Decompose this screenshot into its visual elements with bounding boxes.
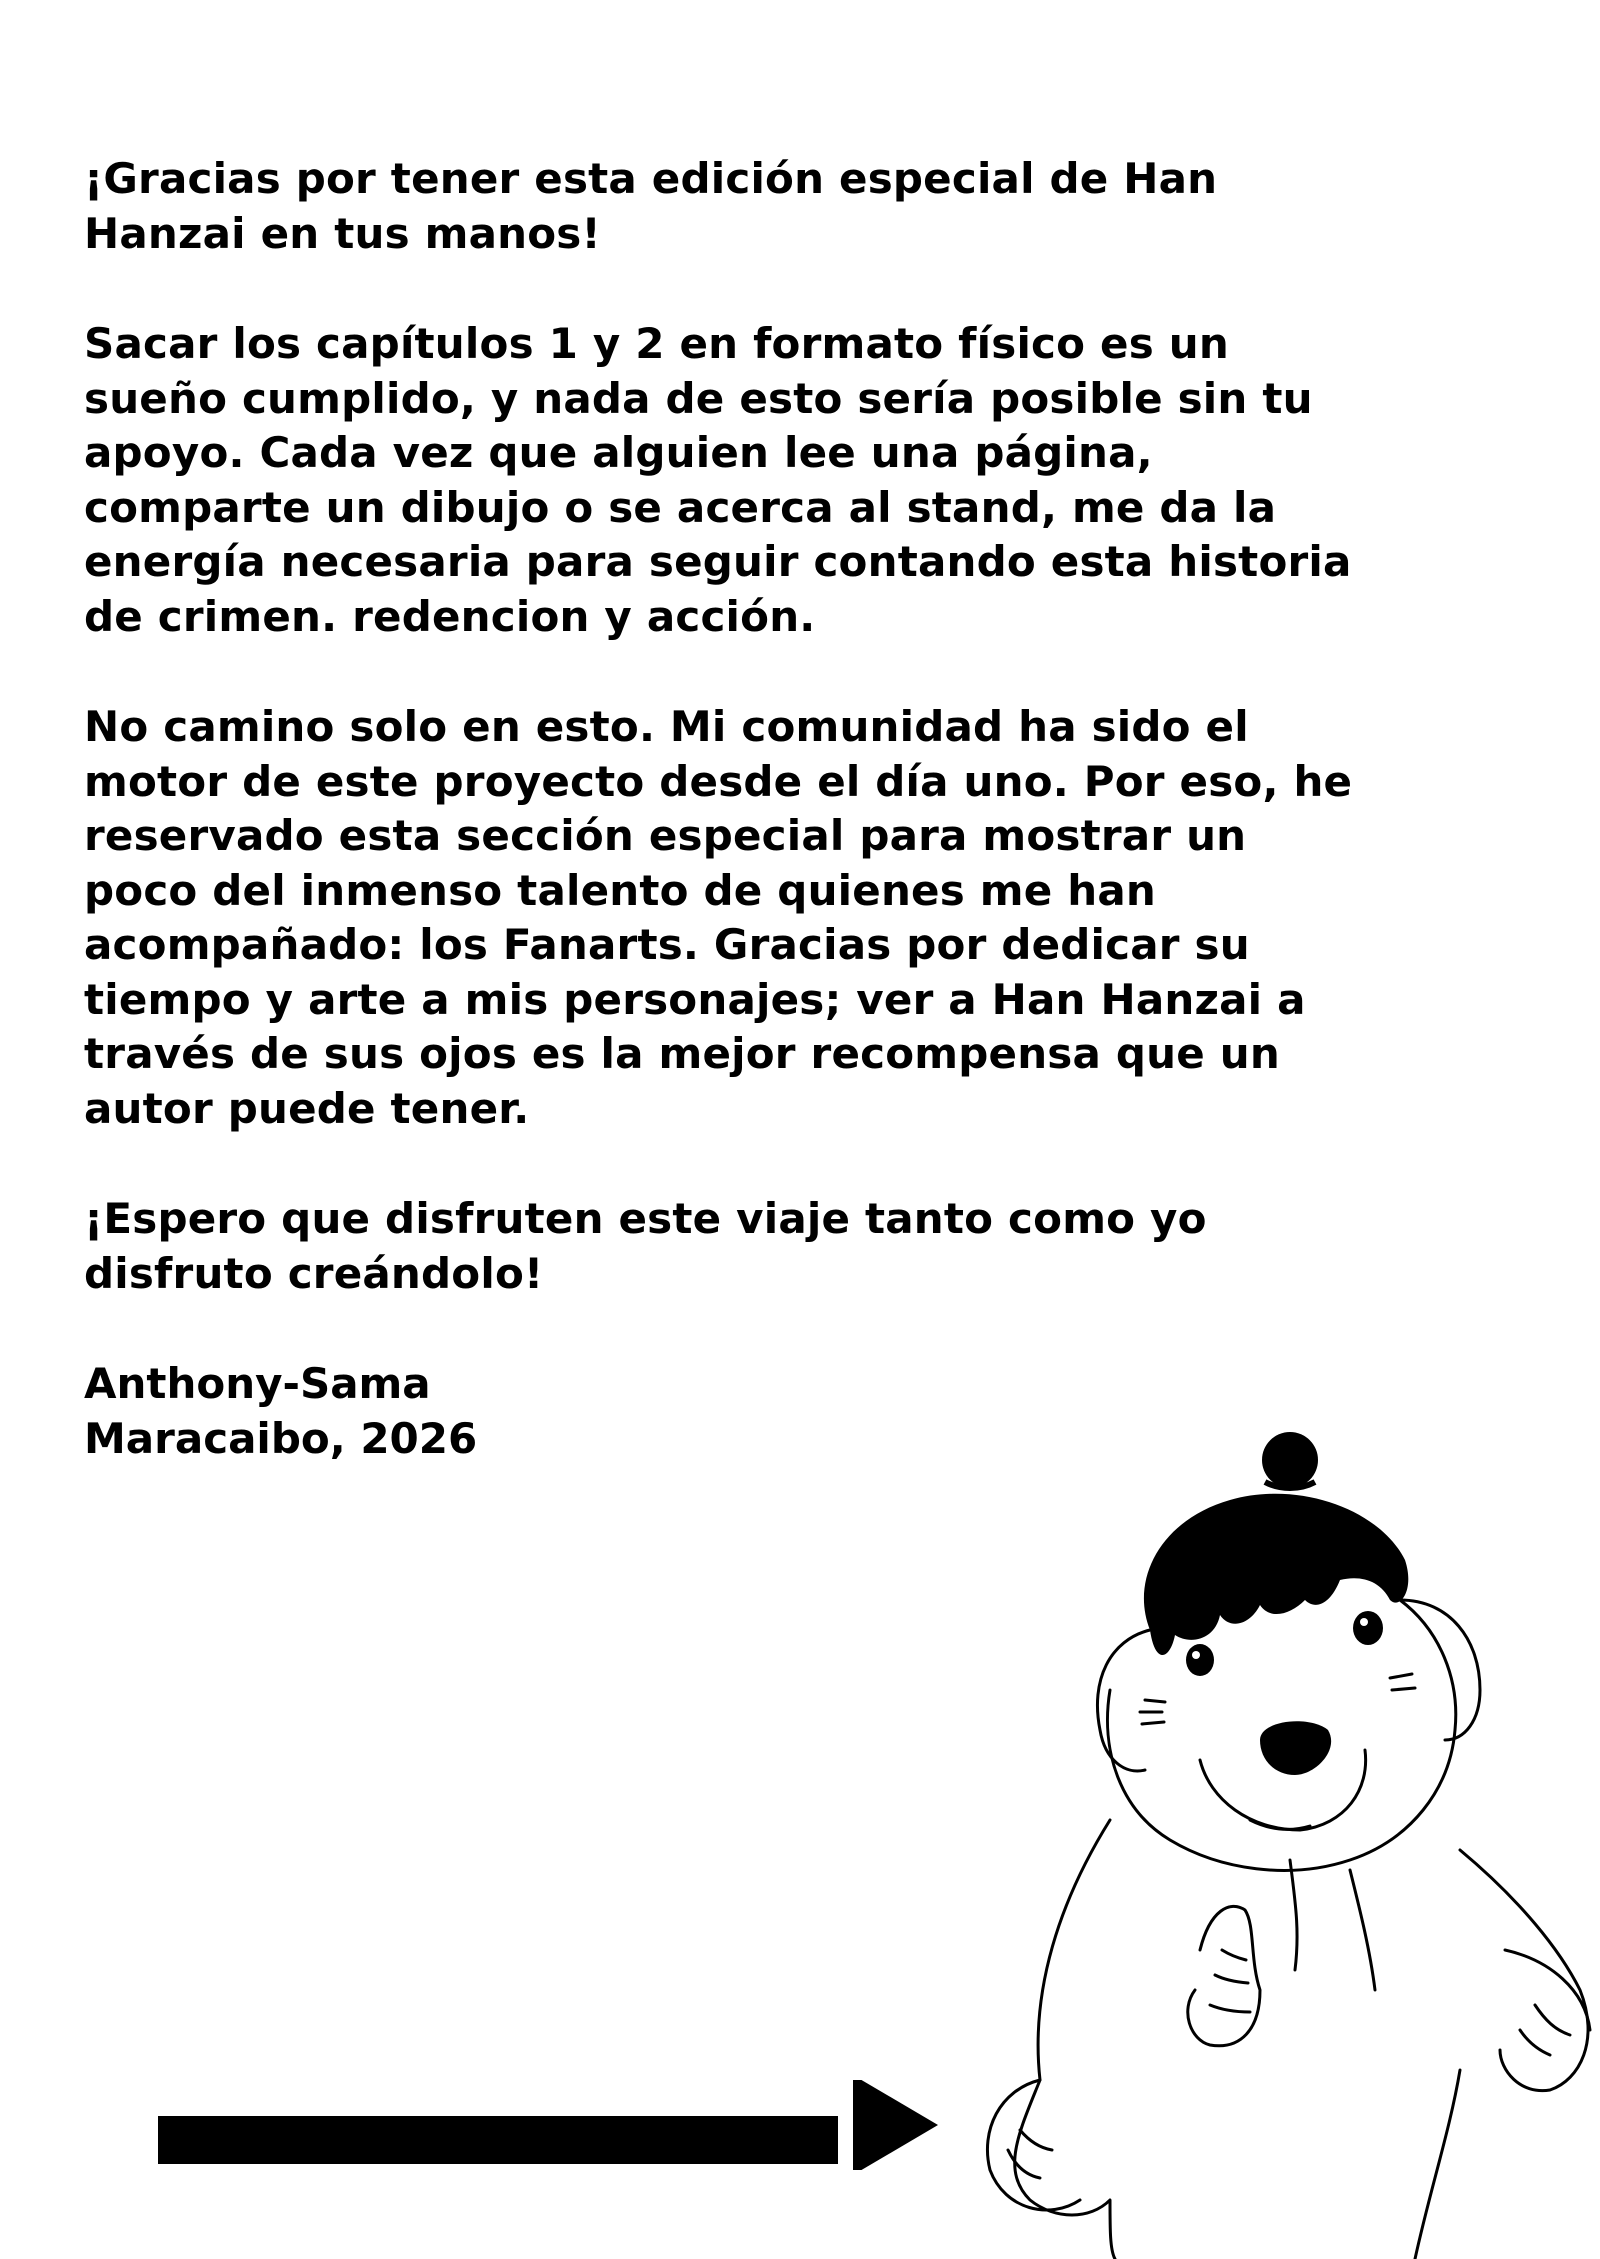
text-line: autor puede tener. [84, 1083, 530, 1133]
text-line: de crimen. redencion y acción. [84, 591, 816, 641]
text-line: comparte un dibujo o se acerca al stand, me da la [84, 482, 1277, 532]
text-line: ¡Gracias por tener esta edición especial de Han [84, 154, 1218, 203]
text-line: motor de este proyecto desde el día uno. Por eso, he [84, 756, 1353, 806]
letter-body [84, 152, 1504, 1466]
text-line: Sacar los capítulos 1 y 2 en formato físico es un [84, 319, 1229, 368]
paragraph-dream [84, 317, 1504, 644]
text-line: tiempo y arte a mis personajes; ver a Han Hanzai a [84, 974, 1306, 1024]
text-line: apoyo. Cada vez que alguien lee una página, [84, 428, 1153, 477]
paragraph-closing [84, 1192, 1504, 1301]
text-line: energía necesaria para seguir contando esta historia [84, 537, 1352, 586]
paragraph-community [84, 700, 1504, 1136]
text-line: sueño cumplido, y nada de esto sería posible sin tu [84, 373, 1313, 423]
paragraph-thanks [84, 152, 1504, 261]
signature-name: Anthony-Sama [84, 1359, 431, 1408]
text-line: No camino solo en esto. Mi comunidad ha sido el [84, 702, 1249, 751]
text-line: poco del inmenso talento de quienes me han [84, 865, 1156, 915]
signature-place-date: Maracaibo, 2026 [84, 1413, 478, 1463]
text-line: ¡Espero que disfruten este viaje tanto como yo [84, 1194, 1207, 1243]
arrow-right-icon [158, 2080, 938, 2170]
text-line: Hanzai en tus manos! [84, 208, 601, 258]
text-line: través de sus ojos es la mejor recompensa que un [84, 1029, 1280, 1078]
text-line: disfruto creándolo! [84, 1248, 544, 1298]
puppy-character-illustration [960, 1430, 1600, 2259]
text-line: reservado esta sección especial para mostrar un [84, 811, 1247, 860]
text-line: acompañado: los Fanarts. Gracias por dedicar su [84, 920, 1250, 969]
